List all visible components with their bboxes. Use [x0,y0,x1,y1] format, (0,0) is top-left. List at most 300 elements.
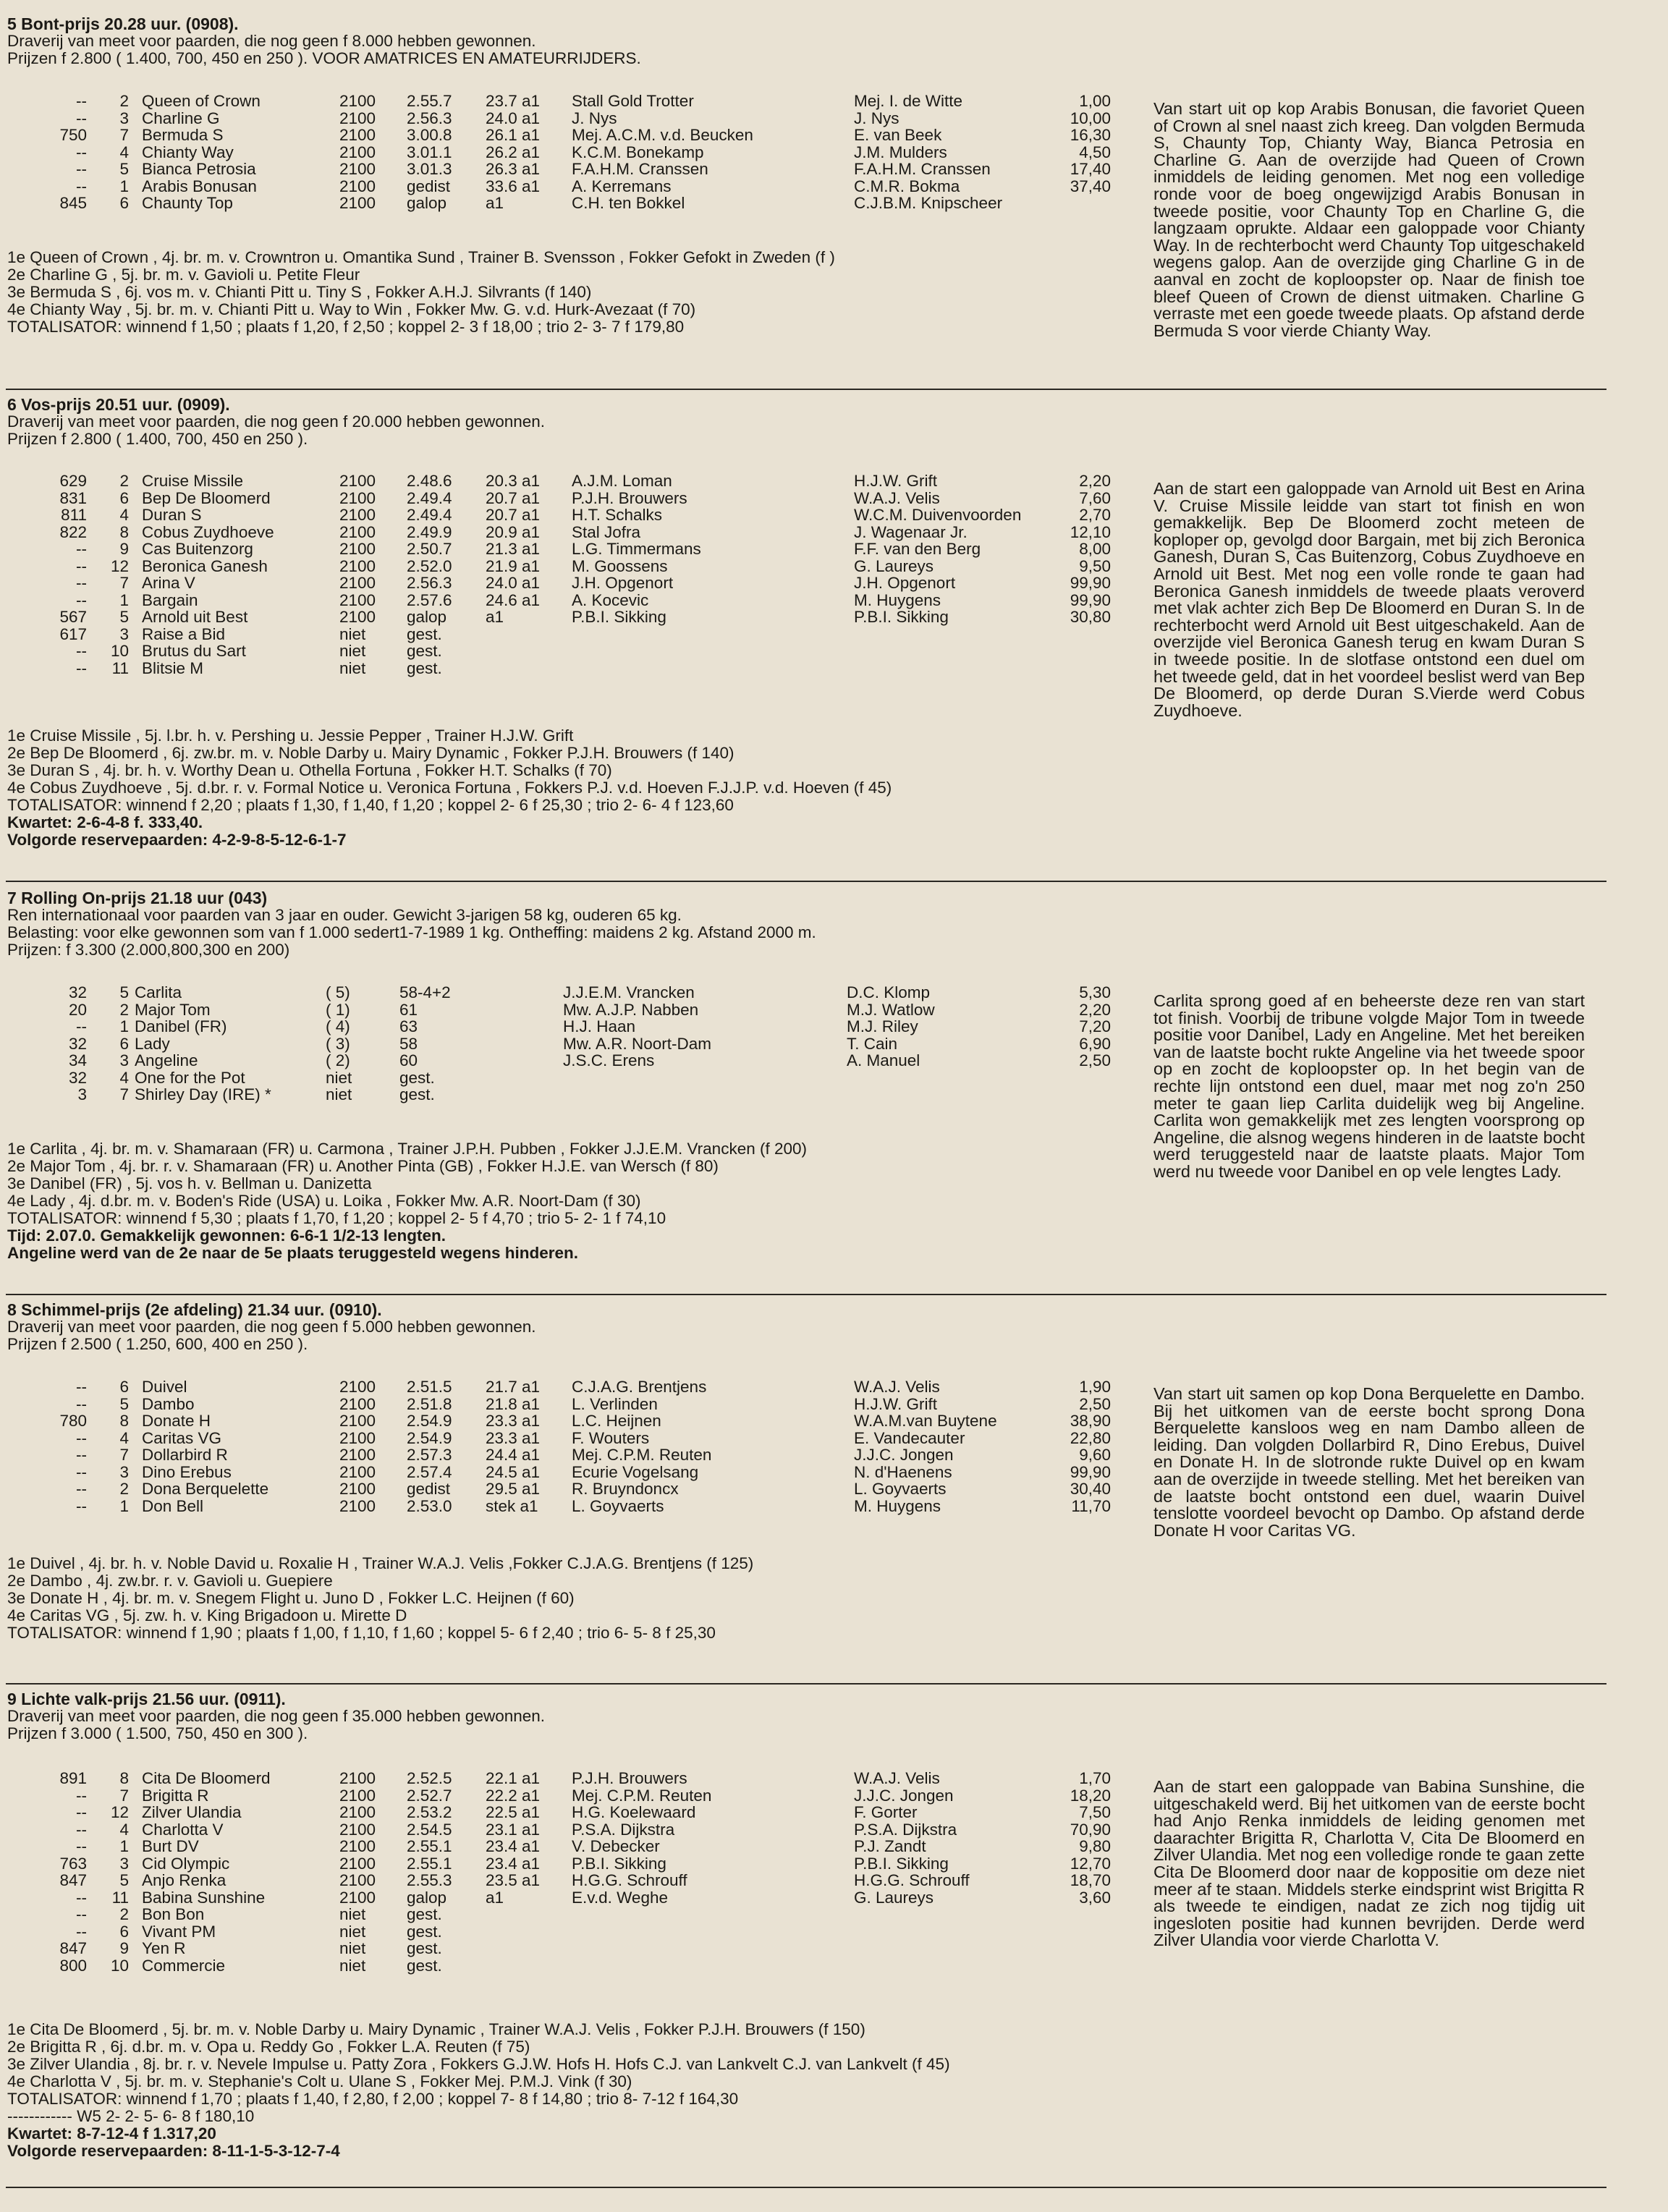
odds-cell: 16,30 [1070,126,1111,144]
start-number-cell: 7 [119,574,129,592]
table-row [0,1069,1158,1087]
trainer-cell: W.A.J. Velis [854,488,940,507]
distance-cell: 2100 [339,1820,376,1839]
time-cell: 2.56.3 [407,574,452,592]
km-time-cell: 23.3 a1 [486,1412,541,1430]
trainer-cell: M. Huygens [854,1496,941,1515]
start-number-cell: 12 [110,556,129,575]
trainer-cell: J. Wagenaar Jr. [854,522,968,541]
prev-number-cell: 629 [59,472,87,490]
start-number-cell: 7 [119,1446,129,1464]
jockey-cell: M.J. Riley [847,1017,918,1035]
odds-cell: 7,60 [1079,488,1111,507]
race-report: Aan de start een galoppade van Arnold uit Best en Arina V. Cruise Missile leidde van start tot finish en won gemakkelijk. Bep De Bloomerd zocht meteen de koploper op, gevolgd door Bargain, met bij zich Beronica Ganesh, Duran S, Cas Buitenzorg, Cobus Zuydhoeve en Arnold uit Best. Met nog een volle ronde te gaan had Beronica Ganesh inmiddels de tweede plaats veroverd met vlak achter zich Bep De Bloomerd en Duran S. In de rechterbocht werd Arnold uit Best uitgeschakeld. Aan de overzijde viel Beronica Ganesh terug en kwam Duran S in tweede positie. In de slotfase ontstond een duel om het tweede geld, dat in het voordeel beslist werd van Bep De Bloomerd, op derde Duran S.Vierde werd Cobus Zuydhoeve. [1153,479,1585,720]
driver-cell: Ecurie Vogelsang [572,1462,699,1481]
table-row [0,1804,1158,1821]
table-row [0,1086,1158,1103]
start-number-cell: 1 [119,1837,129,1855]
time-cell: gest. [407,1922,442,1941]
prev-number-cell: -- [76,1922,87,1941]
owner-cell: H.J. Haan [563,1017,636,1035]
start-number-cell: 6 [119,194,129,212]
owner-cell: Mw. A.J.P. Nabben [563,1000,699,1019]
odds-cell: 2,50 [1079,1051,1111,1069]
table-row [0,93,1158,110]
odds-cell: 30,40 [1070,1480,1111,1498]
reserve-order-line: Volgorde reservepaarden: 4-2-9-8-5-12-6-1-7 [7,831,347,849]
time-cell: gest. [407,1939,442,1957]
owner-cell: Mw. A.R. Noort-Dam [563,1034,712,1053]
table-row [0,178,1158,195]
horse-name-cell: Carlita [135,983,182,1001]
totalisator-line: TOTALISATOR: winnend f 1,50 ; plaats f 1,20, f 2,50 ; koppel 2- 3 f 18,00 ; trio 2- 3- 7 f 179,80 [7,318,685,336]
weight-cell: gest. [399,1068,435,1087]
table-row [0,1430,1158,1447]
race-title: 6 Vos-prijs 20.51 uur. (0909). [7,395,230,414]
km-time-cell: 23.4 a1 [486,1854,541,1873]
distance-cell: 2100 [339,506,376,524]
horse-name-cell: One for the Pot [135,1068,245,1087]
detail-line: 4e Lady , 4j. d.br. m. v. Boden's Ride (USA) u. Loika , Fokker Mw. A.R. Noort-Dam (f 30) [7,1192,641,1210]
draw-cell: ( 1) [326,1000,350,1019]
detail-line: 3e Bermuda S , 6j. vos m. v. Chianti Pitt u. Tiny S , Fokker A.H.J. Silvrants (f 140) [7,283,592,301]
distance-cell: 2100 [339,472,376,490]
distance-cell: 2100 [339,1888,376,1907]
distance-cell: 2100 [339,540,376,558]
km-time-cell: 21.9 a1 [486,556,541,575]
detail-line: 1e Cita De Bloomerd , 5j. br. m. v. Noble Darby u. Mairy Dynamic , Trainer W.A.J. Velis , Fokker P.J.H. Brouwers (f 150) [7,2020,865,2038]
driver-cell: E.v.d. Weghe [572,1888,668,1907]
detail-line: 2e Major Tom , 4j. br. r. v. Shamaraan (FR) u. Another Pinta (GB) , Fokker H.J.E. van Wersch (f 80) [7,1157,719,1175]
time-cell: 2.51.8 [407,1394,452,1413]
driver-cell: C.H. ten Bokkel [572,194,685,212]
owner-cell: J.S.C. Erens [563,1051,655,1069]
driver-cell: P.J.H. Brouwers [572,1769,687,1787]
horse-name-cell: Cas Buitenzorg [142,540,253,558]
horse-name-cell: Donate H [142,1412,211,1430]
horse-name-cell: Bargain [142,590,198,609]
driver-cell: C.J.A.G. Brentjens [572,1378,707,1396]
time-cell: 2.57.4 [407,1462,452,1481]
section-divider [6,389,1606,390]
km-time-cell: 20.7 a1 [486,488,541,507]
driver-cell: R. Bruyndoncx [572,1480,679,1498]
detail-line: 2e Dambo , 4j. zw.br. r. v. Gavioli u. Guepiere [7,1572,333,1590]
jockey-cell: M.J. Watlow [847,1000,935,1019]
prev-number-cell: -- [76,92,87,110]
horse-name-cell: Chianty Way [142,143,234,161]
section-divider [6,2187,1606,2188]
distance-cell: 2100 [339,126,376,144]
race-report: Van start uit op kop Arabis Bonusan, die favoriet Queen of Crown al snel naast zich kreeg. Dan volgden Bermuda S, Chaunty Top, Chianty Way, Bianca Petrosia en Charline G. Aan de overzijde had Queen of Crown inmiddels de leiding genomen. Met nog een volledige ronde voor de boeg ongewijzigd Arabis Bonusan in tweede positie, voor Chaunty Top en Charline G, die langzaam oprukte. Aldaar een galoppade voor Chianty Way. In de rechterbocht werd Chaunty Top uitgeschakeld wegens galop. Aan de overzijde ging Charline G in de aanval en zocht de koploopster op. Naar de finish toe bleef Queen of Crown de dienst uitmaken. Charline G verraste met een goede tweede plaats. Op afstand derde Bermuda S voor vierde Chianty Way. [1153,99,1585,340]
horse-name-cell: Anjo Renka [142,1871,227,1889]
start-number-cell: 4 [119,506,129,524]
trainer-cell: J.J.C. Jongen [854,1446,954,1464]
driver-cell: H.T. Schalks [572,506,663,524]
km-time-cell: 26.2 a1 [486,143,541,161]
prev-number-cell: -- [76,143,87,161]
prev-number-cell: -- [76,1496,87,1515]
start-number-cell: 3 [119,109,129,127]
time-cell: 2.53.0 [407,1496,452,1515]
time-cell: 2.55.3 [407,1871,452,1889]
prev-number-cell: 847 [59,1939,87,1957]
prev-number-cell: 780 [59,1412,87,1430]
detail-line: 3e Duran S , 4j. br. h. v. Worthy Dean u. Othella Fortuna , Fokker H.T. Schalks (f 70) [7,761,612,779]
table-row [0,507,1158,524]
distance-cell: 2100 [339,1871,376,1889]
horse-name-cell: Dino Erebus [142,1462,232,1481]
prev-number-cell: 3 [77,1085,87,1103]
weight-cell: 58-4+2 [399,983,451,1001]
trainer-cell: G. Laureys [854,1888,934,1907]
prev-number-cell: 891 [59,1769,87,1787]
horse-name-cell: Arina V [142,574,195,592]
distance-cell: 2100 [339,608,376,626]
km-time-cell: 29.5 a1 [486,1480,541,1498]
start-number-cell: 6 [119,1922,129,1941]
distance-cell: 2100 [339,160,376,178]
time-cell: 2.56.3 [407,109,452,127]
start-number-cell: 3 [119,624,129,643]
km-time-cell: a1 [486,1888,504,1907]
horse-name-cell: Chaunty Top [142,194,233,212]
jockey-cell: D.C. Klomp [847,983,931,1001]
kwartet-line: Kwartet: 8-7-12-4 f 1.317,20 [7,2124,216,2143]
distance-cell: niet [339,1956,366,1975]
owner-cell: J.J.E.M. Vrancken [563,983,695,1001]
start-number-cell: 2 [119,1905,129,1923]
prev-number-cell: -- [76,160,87,178]
odds-cell: 38,90 [1070,1412,1111,1430]
distance-cell: niet [339,1905,366,1923]
driver-cell: H.G.G. Schrouff [572,1871,687,1889]
start-number-cell: 6 [119,488,129,507]
time-cell: 2.54.5 [407,1820,452,1839]
km-time-cell: 24.4 a1 [486,1446,541,1464]
trainer-cell: Mej. I. de Witte [854,92,963,110]
section-divider [6,1683,1606,1685]
km-time-cell: 20.3 a1 [486,472,541,490]
start-number-cell: 5 [119,1394,129,1413]
time-cell: 2.52.0 [407,556,452,575]
horse-name-cell: Charlotta V [142,1820,224,1839]
driver-cell: M. Goossens [572,556,668,575]
horse-name-cell: Cita De Bloomerd [142,1769,271,1787]
distance-cell: niet [339,642,366,660]
prev-number-cell: 800 [59,1956,87,1975]
weight-cell: gest. [399,1085,435,1103]
table-row [0,1838,1158,1855]
distance-cell: niet [339,1939,366,1957]
driver-cell: P.B.I. Sikking [572,608,666,626]
detail-line: 2e Brigitta R , 6j. d.br. m. v. Opa u. Reddy Go , Fokker L.A. Reuten (f 75) [7,2038,530,2056]
distance-cell: 2100 [339,1428,376,1447]
horse-name-cell: Burt DV [142,1837,199,1855]
prev-number-cell: 20 [68,1000,87,1019]
trainer-cell: M. Huygens [854,590,941,609]
odds-cell: 37,40 [1070,177,1111,195]
start-number-cell: 2 [119,92,129,110]
horse-name-cell: Lady [135,1034,170,1053]
distance-cell: 2100 [339,1837,376,1855]
race-conditions: Draverij van meet voor paarden, die nog geen f 35.000 hebben gewonnen. [7,1707,546,1725]
trainer-cell: C.M.R. Bokma [854,177,960,195]
table-row [0,609,1158,626]
prev-number-cell: -- [76,1820,87,1839]
jockey-cell: T. Cain [847,1034,898,1053]
km-time-cell: 24.5 a1 [486,1462,541,1481]
km-time-cell: 20.7 a1 [486,506,541,524]
odds-cell: 8,00 [1079,540,1111,558]
driver-cell: Mej. A.C.M. v.d. Beucken [572,126,753,144]
race-prizes: Prijzen f 2.800 ( 1.400, 700, 450 en 250 ). [7,430,308,448]
start-number-cell: 10 [110,1956,129,1975]
race-prizes: Prijzen: f 3.300 (2.000,800,300 en 200) [7,941,290,959]
prev-number-cell: -- [76,574,87,592]
start-number-cell: 4 [119,1820,129,1839]
detail-line: 4e Cobus Zuydhoeve , 5j. d.br. r. v. Formal Notice u. Veronica Fortuna , Fokkers P.J. v.d. Hoeven F.J.J.P. v.d. Hoeven (f 45) [7,779,892,797]
driver-cell: A.J.M. Loman [572,472,672,490]
trainer-cell: W.C.M. Duivenvoorden [854,506,1022,524]
km-time-cell: 23.4 a1 [486,1837,541,1855]
driver-cell: J.H. Opgenort [572,574,674,592]
odds-cell: 9,80 [1079,1837,1111,1855]
trainer-cell: J.H. Opgenort [854,574,956,592]
driver-cell: F. Wouters [572,1428,650,1447]
table-row [0,490,1158,507]
time-cell: 3.01.3 [407,160,452,178]
start-number-cell: 6 [119,1378,129,1396]
start-number-cell: 5 [119,1871,129,1889]
trainer-cell: W.A.J. Velis [854,1769,940,1787]
time-cell: 3.01.1 [407,143,452,161]
table-row [0,1018,1158,1035]
horse-name-cell: Blitsie M [142,658,204,677]
time-cell: 2.53.2 [407,1803,452,1821]
trainer-cell: E. Vandecauter [854,1428,965,1447]
trainer-cell: W.A.M.van Buytene [854,1412,997,1430]
prev-number-cell: -- [76,1017,87,1035]
time-line: Tijd: 2.07.0. Gemakkelijk gewonnen: 6-6-1 1/2-13 lengten. [7,1226,446,1245]
draw-cell: ( 2) [326,1051,350,1069]
race-title: 9 Lichte valk-prijs 21.56 uur. (0911). [7,1690,286,1708]
prev-number-cell: 567 [59,608,87,626]
odds-cell: 18,70 [1070,1871,1111,1889]
time-cell: 2.52.5 [407,1769,452,1787]
table-row [0,1480,1158,1498]
start-number-cell: 11 [111,658,129,677]
table-row [0,144,1158,161]
prev-number-cell: 847 [59,1871,87,1889]
horse-name-cell: Yen R [142,1939,186,1957]
detail-line: 4e Chianty Way , 5j. br. m. v. Chianti Pitt u. Way to Win , Fokker Mw. G. v.d. Hurk-Avezaat (f 70) [7,300,696,318]
race-conditions: Ren internationaal voor paarden van 3 jaar en ouder. Gewicht 3-jarigen 58 kg, ouderen 65 kg. [7,906,682,924]
race-report: Carlita sprong goed af en beheerste deze ren van start tot finish. Voorbij de tribune volgde Major Tom in tweede positie voor Danibel, Lady en Angeline. Met het bereiken van de laatste bocht rukte Angeline via het tweede spoor op en zocht de koploopster op. In het begin van de rechte lijn ontstond een duel, maar met nog zo'n 250 meter te gaan liep Carlita duidelijk weg bij Angeline. Carlita won gemakkelijk met zes lengten voorsprong op Angeline, die alsnog wegens hinderen in de laatste bocht werd teruggesteld naar de laatste plaats. Major Tom werd nu tweede voor Danibel en op vele lengtes Lady. [1153,991,1585,1181]
start-number-cell: 10 [110,642,129,660]
time-cell: galop [407,194,447,212]
detail-line: 4e Charlotta V , 5j. br. m. v. Stephanie's Colt u. Ulane S , Fokker Mej. P.M.J. Vink (f 30) [7,2072,632,2090]
table-row [0,660,1158,677]
time-cell: gest. [407,1905,442,1923]
prev-number-cell: 34 [68,1051,87,1069]
trainer-cell: W.A.J. Velis [854,1378,940,1396]
trainer-cell: G. Laureys [854,556,934,575]
start-number-cell: 11 [111,1888,129,1907]
km-time-cell: 21.3 a1 [486,540,541,558]
time-cell: 2.49.4 [407,488,452,507]
trainer-cell: F.A.H.M. Cranssen [854,160,991,178]
prev-number-cell: -- [76,1480,87,1498]
start-number-cell: 9 [119,1939,129,1957]
draw-cell: ( 3) [326,1034,350,1053]
start-number-cell: 2 [119,472,129,490]
horse-name-cell: Bep De Bloomerd [142,488,271,507]
race-report: Aan de start een galoppade van Babina Sunshine, die uitgeschakeld werd. Bij het uitkomen van de eerste bocht had Anjo Renka inmiddels de leiding genomen met daarachter Brigitta R, Charlotta V, Cita De Bloomerd en Zilver Ulandia. Met nog een volledige ronde te gaan zette Cita De Bloomerd door naar de koppositie om deze niet meer af te staan. Middels sterke eindsprint wist Brigitta R als tweede te eindigen, nadat ze zich nog tijdig uit ingesloten positie had kunnen bevrijden. Derde werd Zilver Ulandia voor vierde Charlotta V. [1153,1777,1585,1950]
totalisator-line: TOTALISATOR: winnend f 2,20 ; plaats f 1,30, f 1,40, f 1,20 ; koppel 2- 6 f 25,30 ; trio 2- 6- 4 f 123,60 [7,796,734,814]
weight-cell: 63 [399,1017,418,1035]
table-row [0,1855,1158,1873]
time-cell: gedist [407,1480,451,1498]
km-time-cell: 33.6 a1 [486,177,541,195]
table-row [0,626,1158,643]
horse-name-cell: Beronica Ganesh [142,556,268,575]
horse-name-cell: Duran S [142,506,202,524]
prev-number-cell: 811 [61,506,87,524]
detail-line: 1e Cruise Missile , 5j. l.br. h. v. Pershing u. Jessie Pepper , Trainer H.J.W. Grift [7,726,574,745]
odds-cell: 9,60 [1079,1446,1111,1464]
draw-cell: ( 5) [326,983,350,1001]
driver-cell: A. Kerremans [572,177,672,195]
race-prizes: Prijzen f 2.500 ( 1.250, 600, 400 en 250 ). [7,1335,308,1353]
km-time-cell: 21.7 a1 [486,1378,541,1396]
km-time-cell: 26.3 a1 [486,160,541,178]
table-row [0,1940,1158,1957]
weight-cell: 60 [399,1051,418,1069]
driver-cell: F.A.H.M. Cranssen [572,160,708,178]
distance-cell: 2100 [339,488,376,507]
horse-name-cell: Bianca Petrosia [142,160,256,178]
horse-name-cell: Cobus Zuydhoeve [142,522,274,541]
distance-cell: 2100 [339,1769,376,1787]
horse-name-cell: Bon Bon [142,1905,205,1923]
km-time-cell: 20.9 a1 [486,522,541,541]
km-time-cell: 23.5 a1 [486,1871,541,1889]
race-conditions: Draverij van meet voor paarden, die nog geen f 20.000 hebben gewonnen. [7,412,546,431]
race-prizes: Prijzen f 3.000 ( 1.500, 750, 450 en 300 ). [7,1724,308,1742]
trainer-cell: J.J.C. Jongen [854,1786,954,1805]
horse-name-cell: Cruise Missile [142,472,244,490]
odds-cell: 1,90 [1079,1378,1111,1396]
horse-name-cell: Zilver Ulandia [142,1803,242,1821]
prev-number-cell: -- [76,658,87,677]
prev-number-cell: -- [76,1446,87,1464]
odds-cell: 30,80 [1070,608,1111,626]
trainer-cell: H.J.W. Grift [854,472,937,490]
odds-cell: 6,90 [1079,1034,1111,1053]
odds-cell: 22,80 [1070,1428,1111,1447]
prev-number-cell: -- [76,642,87,660]
start-number-cell: 3 [119,1854,129,1873]
km-time-cell: 22.1 a1 [486,1769,541,1787]
distance-cell: 2100 [339,109,376,127]
horse-name-cell: Dollarbird R [142,1446,228,1464]
distance-cell: 2100 [339,143,376,161]
race-conditions: Draverij van meet voor paarden, die nog geen f 5.000 hebben gewonnen. [7,1318,536,1336]
start-number-cell: 4 [119,1068,129,1087]
driver-cell: A. Kocevic [572,590,649,609]
table-row [0,161,1158,178]
driver-cell: Mej. C.P.M. Reuten [572,1446,712,1464]
weight-cell: 58 [399,1034,418,1053]
horse-name-cell: Arabis Bonusan [142,177,257,195]
horse-name-cell: Dambo [142,1394,195,1413]
time-cell: 2.54.9 [407,1428,452,1447]
table-row [0,1872,1158,1889]
odds-cell: 9,50 [1079,556,1111,575]
prev-number-cell: -- [76,1905,87,1923]
start-number-cell: 2 [119,1480,129,1498]
driver-cell: L.G. Timmermans [572,540,701,558]
trainer-cell: P.B.I. Sikking [854,608,949,626]
table-row [0,541,1158,558]
km-time-cell: stek a1 [486,1496,538,1515]
horse-name-cell: Cid Olympic [142,1854,230,1873]
horse-name-cell: Vivant PM [142,1922,216,1941]
trainer-cell: P.S.A. Dijkstra [854,1820,957,1839]
odds-cell: 2,50 [1079,1394,1111,1413]
odds-cell: 17,40 [1070,160,1111,178]
detail-line: 3e Zilver Ulandia , 8j. br. r. v. Nevele Impulse u. Patty Zora , Fokkers G.J.W. Hofs H. Hofs C.J. van Lankvelt C.J. van Lankvelt (f 45) [7,2055,950,2073]
driver-cell: L.C. Heijnen [572,1412,661,1430]
table-row [0,1906,1158,1923]
start-number-cell: 5 [119,160,129,178]
section-divider [6,1294,1606,1295]
time-cell: 2.54.9 [407,1412,452,1430]
distance-cell: 2100 [339,194,376,212]
horse-name-cell: Brigitta R [142,1786,209,1805]
disqualification-line: Angeline werd van de 2e naar de 5e plaats teruggesteld wegens hinderen. [7,1244,578,1262]
table-row [0,575,1158,592]
distance-cell: 2100 [339,590,376,609]
driver-cell: P.J.H. Brouwers [572,488,687,507]
distance-cell: 2100 [339,574,376,592]
start-number-cell: 3 [119,1462,129,1481]
totalisator-line: TOTALISATOR: winnend f 1,90 ; plaats f 1,00, f 1,10, f 1,60 ; koppel 5- 6 f 2,40 ; trio 6- 5- 8 f 25,30 [7,1624,716,1642]
table-row [0,1035,1158,1053]
reserve-order-line: Volgorde reservepaarden: 8-11-1-5-3-12-7-4 [7,2142,340,2160]
horse-name-cell: Charline G [142,109,220,127]
table-row [0,1821,1158,1839]
race-conditions: Draverij van meet voor paarden, die nog geen f 8.000 hebben gewonnen. [7,32,536,50]
distance-cell: 2100 [339,1394,376,1413]
race-prizes: Prijzen f 2.800 ( 1.400, 700, 450 en 250 ). VOOR AMATRICES EN AMATEURRIJDERS. [7,49,641,67]
driver-cell: Mej. C.P.M. Reuten [572,1786,712,1805]
start-number-cell: 4 [119,1428,129,1447]
odds-cell: 2,20 [1079,1000,1111,1019]
km-time-cell: 23.1 a1 [486,1820,541,1839]
start-number-cell: 4 [119,143,129,161]
trainer-cell: L. Goyvaerts [854,1480,947,1498]
km-time-cell: 26.1 a1 [486,126,541,144]
start-number-cell: 1 [119,1017,129,1035]
trainer-cell: H.G.G. Schrouff [854,1871,970,1889]
start-number-cell: 1 [119,177,129,195]
odds-cell: 99,90 [1070,590,1111,609]
driver-cell: L. Verlinden [572,1394,658,1413]
trainer-cell: P.J. Zandt [854,1837,926,1855]
horse-name-cell: Caritas VG [142,1428,222,1447]
